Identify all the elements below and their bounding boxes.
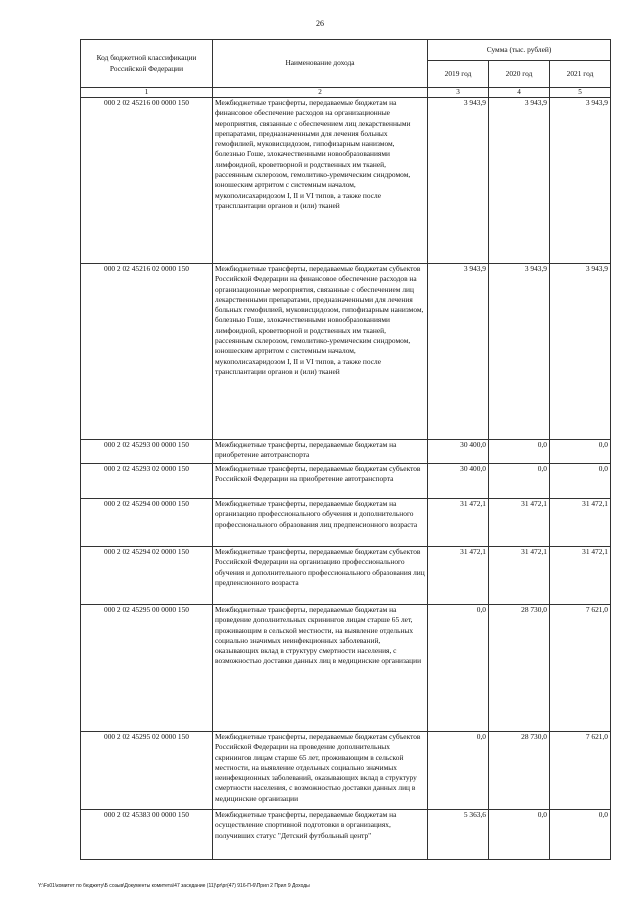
row-value-2019: 30 400,0	[428, 440, 489, 464]
row-code: 000 2 02 45294 00 0000 150	[81, 499, 213, 547]
header-name: Наименование дохода	[213, 40, 428, 88]
table-row	[81, 98, 611, 264]
row-name: Межбюджетные трансферты, передаваемые бюджетам на финансовое обеспечение расходов на организационные мероприятия, связанные с обеспечением лиц лекарственными препаратами, предназначенными для лечения больных гемофилией, муковисцидозом, гипофизарным нанизмом, болезнью Гоше, злокачественными новообразованиями лимфоидной, кроветворной и родственных им тканей, рассеянным склерозом, гемолитико-уремическим синдромом, юношеским артритом с системным началом, мукополисахаридозом I, II и VI типов, а также после трансплантации органов и (или) тканей	[213, 98, 428, 264]
header-sum: Сумма (тыс. рублей)	[428, 40, 611, 61]
row-value-2020: 0,0	[489, 464, 550, 499]
row-value-2020: 0,0	[489, 810, 550, 860]
row-value-2019: 3 943,9	[428, 264, 489, 440]
row-value-2021: 3 943,9	[550, 98, 611, 264]
table-row	[81, 810, 611, 860]
row-value-2019: 31 472,1	[428, 547, 489, 605]
table-row	[81, 605, 611, 732]
row-name: Межбюджетные трансферты, передаваемые бюджетам субъектов Российской Федерации на приобретение автотранспорта	[213, 464, 428, 499]
footer-file-path: Y:\Fs01\комитет по бюджету\Б созыв\Документы комитета\47 заседание (11)\pr\pr(47) 916-П-6\Прил 2 Прил 9 Доходы	[38, 883, 310, 889]
row-name: Межбюджетные трансферты, передаваемые бюджетам субъектов Российской Федерации на проведение дополнительных скринингов лицам старше 65 лет, проживающим в сельской местности, на выявление отдельных социально значимых неинфекционных заболеваний, оказывающих вклад в структуру смертности населения, с возможностью доставки данных лиц в медицинские организации	[213, 732, 428, 810]
row-value-2019: 31 472,1	[428, 499, 489, 547]
header-year-2021: 2021 год	[550, 61, 611, 88]
page-number: 26	[316, 19, 324, 28]
row-name: Межбюджетные трансферты, передаваемые бюджетам на осуществление спортивной подготовки в организациях, получивших статус "Детский футбольный центр"	[213, 810, 428, 860]
row-value-2020: 28 730,0	[489, 605, 550, 732]
column-number: 2	[213, 88, 428, 98]
row-code: 000 2 02 45216 02 0000 150	[81, 264, 213, 440]
header-code: Код бюджетной классификации Российской Федерации	[81, 40, 213, 88]
row-value-2019: 0,0	[428, 732, 489, 810]
row-value-2019: 0,0	[428, 605, 489, 732]
row-value-2019: 30 400,0	[428, 464, 489, 499]
row-value-2019: 5 363,6	[428, 810, 489, 860]
table-row	[81, 732, 611, 810]
row-value-2020: 28 730,0	[489, 732, 550, 810]
table-row	[81, 464, 611, 499]
row-value-2019: 3 943,9	[428, 98, 489, 264]
row-code: 000 2 02 45293 02 0000 150	[81, 464, 213, 499]
row-name: Межбюджетные трансферты, передаваемые бюджетам на проведение дополнительных скринингов лицам старше 65 лет, проживающим в сельской местности, на выявление отдельных социально значимых неинфекционных заболеваний, оказывающих вклад в структуру смертности населения, с возможностью доставки данных лиц в медицинские организации	[213, 605, 428, 732]
column-number: 1	[81, 88, 213, 98]
row-code: 000 2 02 45383 00 0000 150	[81, 810, 213, 860]
row-value-2021: 7 621,0	[550, 605, 611, 732]
header-year-2019: 2019 год	[428, 61, 489, 88]
table-row	[81, 547, 611, 605]
table-row	[81, 440, 611, 464]
row-value-2021: 31 472,1	[550, 499, 611, 547]
row-value-2021: 3 943,9	[550, 264, 611, 440]
row-code: 000 2 02 45293 00 0000 150	[81, 440, 213, 464]
row-value-2020: 31 472,1	[489, 499, 550, 547]
row-value-2021: 7 621,0	[550, 732, 611, 810]
table-row	[81, 264, 611, 440]
column-number: 3	[428, 88, 489, 98]
row-code: 000 2 02 45294 02 0000 150	[81, 547, 213, 605]
header-year-2020: 2020 год	[489, 61, 550, 88]
row-name: Межбюджетные трансферты, передаваемые бюджетам субъектов Российской Федерации на организацию профессионального обучения и дополнительного профессионального образования лиц предпенсионного возраста	[213, 547, 428, 605]
row-value-2021: 0,0	[550, 810, 611, 860]
column-numbers-row	[81, 88, 611, 98]
table-row	[81, 499, 611, 547]
row-code: 000 2 02 45295 00 0000 150	[81, 605, 213, 732]
row-value-2020: 0,0	[489, 440, 550, 464]
row-name: Межбюджетные трансферты, передаваемые бюджетам на организацию профессионального обучения и дополнительного профессионального образования лиц предпенсионного возраста	[213, 499, 428, 547]
column-number: 4	[489, 88, 550, 98]
row-name: Межбюджетные трансферты, передаваемые бюджетам на приобретение автотранспорта	[213, 440, 428, 464]
row-code: 000 2 02 45216 00 0000 150	[81, 98, 213, 264]
revenue-table	[80, 39, 611, 860]
row-value-2020: 31 472,1	[489, 547, 550, 605]
row-value-2020: 3 943,9	[489, 264, 550, 440]
row-code: 000 2 02 45295 02 0000 150	[81, 732, 213, 810]
row-name: Межбюджетные трансферты, передаваемые бюджетам субъектов Российской Федерации на финансовое обеспечение расходов на организационные мероприятия, связанные с обеспечением лиц лекарственными препаратами, предназначенными для лечения больных гемофилией, муковисцидозом, гипофизарным нанизмом, болезнью Гоше, злокачественными новообразованиями лимфоидной, кроветворной и родственных им тканей, рассеянным склерозом, гемолитико-уремическим синдромом, юношеским артритом с системным началом, мукополисахаридозом I, II и VI типов, а также после трансплантации органов и (или) тканей	[213, 264, 428, 440]
row-value-2021: 31 472,1	[550, 547, 611, 605]
row-value-2020: 3 943,9	[489, 98, 550, 264]
column-number: 5	[550, 88, 611, 98]
row-value-2021: 0,0	[550, 464, 611, 499]
row-value-2021: 0,0	[550, 440, 611, 464]
